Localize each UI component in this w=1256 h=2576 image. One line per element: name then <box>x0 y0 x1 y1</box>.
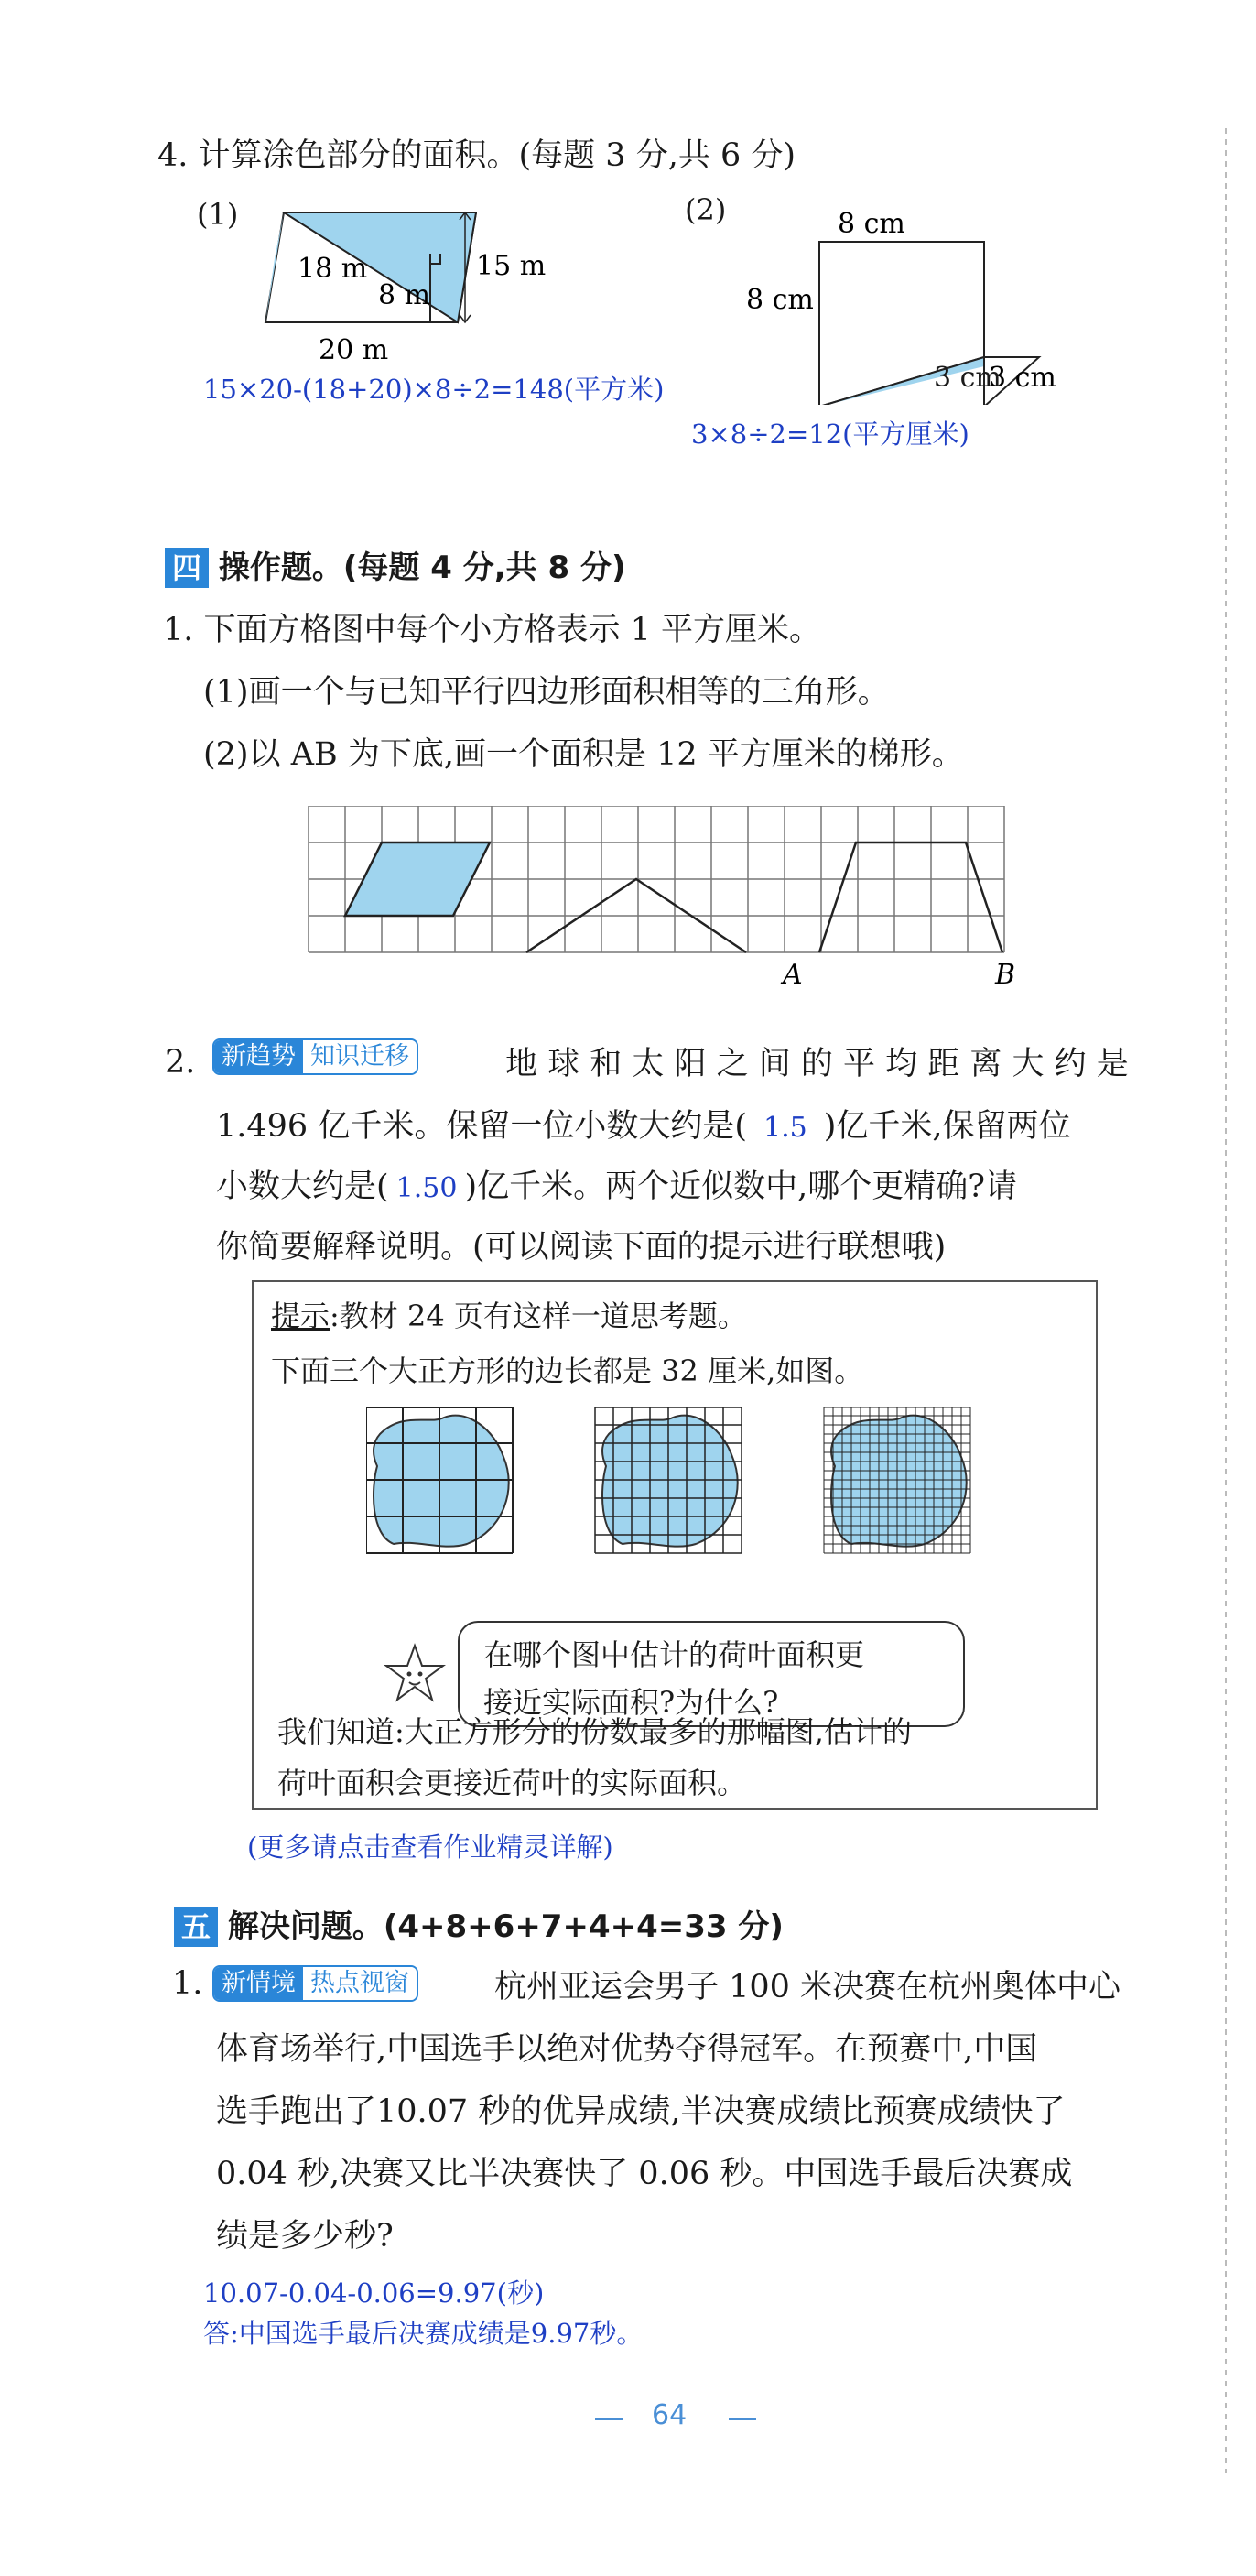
q2-number: 2. <box>165 1044 196 1081</box>
star-mascot-icon <box>383 1641 447 1705</box>
label-8m: 8 m <box>378 279 431 311</box>
page-number-dash-left <box>595 2418 623 2420</box>
label-top-8cm: 8 cm <box>838 208 905 240</box>
parallelogram <box>345 842 490 916</box>
grid-drawing <box>307 806 1030 989</box>
q2-line3: 小数大约是( 1.50 )亿千米。两个近似数中,哪个更精确?请 <box>216 1168 1017 1205</box>
section5-tag-b: 热点视窗 <box>303 1967 417 2000</box>
section4-q1-1: (1)画一个与已知平行四边形面积相等的三角形。 <box>203 674 890 711</box>
label-bottom-3cm: 3 cm <box>934 362 1002 394</box>
section5-heading <box>174 1901 784 1947</box>
bubble-line2: 接近实际面积?为什么? <box>483 1685 779 1720</box>
section5-line3: 选手跑出了10.07 秒的优异成绩,半决赛成绩比预赛成绩快了 <box>216 2093 1066 2130</box>
section5-line2: 体育场举行,中国选手以绝对优势夺得冠军。在预赛中,中国 <box>216 2031 1038 2068</box>
section5-title: 解决问题。(4+8+6+7+4+4=33 分) <box>227 1908 784 1945</box>
label-b: B <box>995 959 1016 989</box>
hint-label: 提示 <box>271 1299 330 1333</box>
section4-heading <box>165 542 625 588</box>
label-a: A <box>783 959 803 989</box>
section5-line1: 杭州亚运会男子 100 米决赛在杭州奥体中心 <box>494 1969 1121 2005</box>
section5-badge: 五 <box>174 1907 218 1947</box>
q4-title: 4. 计算涂色部分的面积。(每题 3 分,共 6 分) <box>157 137 796 174</box>
section5-q1-number: 1. <box>172 1965 203 2002</box>
section4-q1: 1. 下面方格图中每个小方格表示 1 平方厘米。 <box>163 612 822 648</box>
bubble-line1: 在哪个图中估计的荷叶面积更 <box>483 1637 865 1672</box>
answer-1-5: 1.5 <box>763 1112 807 1144</box>
square-figure <box>737 203 1085 405</box>
trapezoid-drawing <box>819 842 1002 952</box>
answer-1-50: 1.50 <box>395 1172 458 1204</box>
section5-answer-1: 10.07-0.04-0.06=9.97(秒) <box>203 2277 545 2309</box>
section5-line4: 0.04 秒,决赛又比半决赛快了 0.06 秒。中国选手最后决赛成 <box>216 2156 1073 2192</box>
section4-q1-2: (2)以 AB 为下底,画一个面积是 12 平方厘米的梯形。 <box>203 736 964 773</box>
q2-line4: 你简要解释说明。(可以阅读下面的提示进行联想哦) <box>216 1229 947 1266</box>
label-right-3cm: 3 cm <box>989 362 1056 394</box>
section5-tag <box>212 1965 418 2002</box>
section4-badge: 四 <box>165 548 209 588</box>
label-18m: 18 m <box>298 253 368 285</box>
section5-answer-2: 答:中国选手最后决赛成绩是9.97秒。 <box>203 2318 644 2349</box>
q4-sub2-label: (2) <box>685 192 727 227</box>
section5-tag-a: 新情境 <box>214 1967 303 2000</box>
page-edge-line <box>1225 128 1227 2473</box>
q4-sub1-label: (1) <box>197 197 239 232</box>
more-details-link[interactable]: (更多请点击查看作业精灵详解) <box>247 1831 613 1863</box>
q2-tag-a: 新趋势 <box>214 1040 303 1073</box>
label-15m: 15 m <box>476 250 547 282</box>
hint-line4: 荷叶面积会更接近荷叶的实际面积。 <box>277 1766 747 1800</box>
q2-line2: 1.496 亿千米。保留一位小数大约是( 1.5 )亿千米,保留两位 <box>216 1108 1071 1145</box>
page-number-dash-right <box>729 2418 756 2420</box>
q2-line1: 地 球 和 太 阳 之 间 的 平 均 距 离 大 约 是 <box>505 1046 1129 1082</box>
q2-tag <box>212 1038 418 1075</box>
q4-answer-2: 3×8÷2=12(平方厘米) <box>691 418 969 450</box>
lotus-leaf-grids <box>366 1407 1007 1562</box>
label-20m: 20 m <box>319 334 389 366</box>
hint-line2: 下面三个大正方形的边长都是 32 厘米,如图。 <box>271 1353 864 1388</box>
trapezoid-figure <box>247 201 558 366</box>
section4-title: 操作题。(每题 4 分,共 8 分) <box>218 549 626 586</box>
q2-tag-b: 知识迁移 <box>303 1040 417 1073</box>
hint-line3: 我们知道:大正方形分的份数最多的那幅图,估计的 <box>277 1714 912 1749</box>
section5-line5: 绩是多少秒? <box>216 2218 394 2255</box>
hint-line1: 提示:教材 24 页有这样一道思考题。 <box>271 1299 747 1333</box>
label-left-8cm: 8 cm <box>746 284 814 316</box>
q4-answer-1: 15×20-(18+20)×8÷2=148(平方米) <box>203 374 665 405</box>
page-number: 64 <box>652 2399 688 2431</box>
